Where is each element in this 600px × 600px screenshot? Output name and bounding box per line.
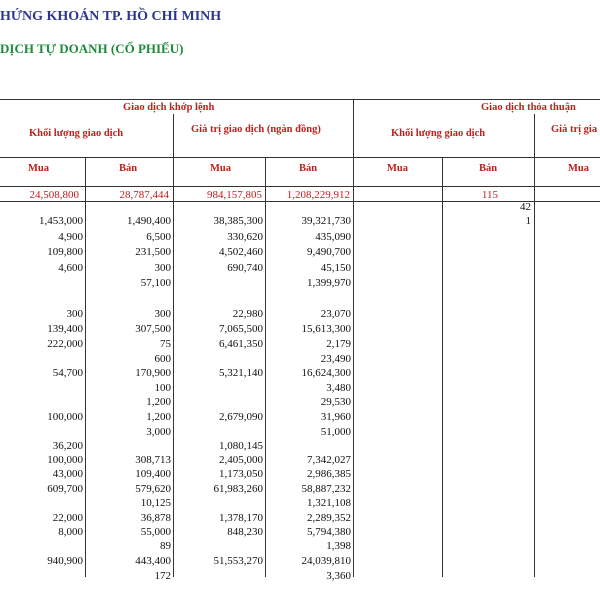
buy-volume-cell: 139,400 [47,323,83,335]
sell-volume-cell: 307,500 [135,323,171,335]
total-sell-volume: 28,787,444 [119,189,169,201]
grid-line [534,114,535,577]
grid-line [0,201,600,202]
sell-value-cell: 3,480 [326,382,351,394]
sell-value-cell: 435,090 [315,231,351,243]
sell-value-cell: 2,986,385 [307,468,351,480]
sell-volume-cell: 100 [154,382,171,394]
sell-value-cell: 23,490 [320,353,351,365]
buy-volume-cell: 300 [66,308,83,320]
report-title-exchange: HỨNG KHOÁN TP. HỒ CHÍ MINH [0,9,222,24]
matched-value-header: Giá trị giao dịch (ngàn đồng) [191,124,321,135]
buy-value-cell: 330,620 [227,231,263,243]
buy-volume-cell: 609,700 [47,483,83,495]
sell-volume-cell: 308,713 [135,454,171,466]
buy-value-cell: 38,385,300 [213,215,263,227]
sell-value-cell: 1,321,108 [307,497,351,509]
negotiated-trades-header: Giao dịch thỏa thuận [481,102,576,113]
sell-volume-cell: 579,620 [135,483,171,495]
sell-volume-cell: 57,100 [140,277,171,289]
sell-value-cell: 15,613,300 [301,323,351,335]
sell-value-cell: 24,039,810 [301,555,351,567]
grid-line [265,158,266,577]
sell-value-cell: 31,960 [320,411,351,423]
sell-value-cell: 1,398 [326,540,351,552]
buy-volume-cell: 36,200 [52,440,83,452]
buy-value-cell: 1,173,050 [219,468,263,480]
sell-volume-cell: 89 [160,540,171,552]
negotiated-sell-volume-cell: 1 [525,215,531,227]
sell-volume-cell: 36,878 [140,512,171,524]
buy-volume-cell: 43,000 [52,468,83,480]
sell-value-cell: 9,490,700 [307,246,351,258]
buy-value-cell: 2,679,090 [219,411,263,423]
grid-line [0,99,600,100]
buy-volume-cell: 222,000 [47,338,83,350]
buy-value-cell: 51,553,270 [213,555,263,567]
sell-volume-cell: 109,400 [135,468,171,480]
grid-line [442,158,443,577]
sell-volume-cell: 75 [160,338,171,350]
sell-volume-cell: 1,200 [146,411,171,423]
buy-value-cell: 1,080,145 [219,440,263,452]
grid-line [0,186,600,187]
matched-trades-header: Giao dịch khớp lệnh [123,102,215,113]
report-title-section: DỊCH TỰ DOANH (CỔ PHIẾU) [0,41,184,56]
buy-volume-cell: 940,900 [47,555,83,567]
grid-line [85,158,86,577]
buy-value-cell: 690,740 [227,262,263,274]
sell-value-cell: 7,342,027 [307,454,351,466]
buy-volume-cell: 22,000 [52,512,83,524]
sell-value-cell: 2,179 [326,338,351,350]
buy-value-cell: 6,461,350 [219,338,263,350]
col-sell-value-header: Bán [299,163,318,174]
buy-volume-cell: 4,900 [58,231,83,243]
buy-value-cell: 5,321,140 [219,367,263,379]
negotiated-sell-volume-cell: 42 [520,201,531,213]
total-buy-value: 984,157,805 [207,189,262,201]
sell-volume-cell: 3,000 [146,426,171,438]
sell-value-cell: 58,887,232 [301,483,351,495]
buy-value-cell: 22,980 [232,308,263,320]
sell-volume-cell: 55,000 [140,526,171,538]
negotiated-value-header: Giá trị gia [551,124,598,135]
buy-volume-cell: 100,000 [47,454,83,466]
sell-value-cell: 16,624,300 [301,367,351,379]
sell-volume-cell: 172 [154,570,171,582]
sell-volume-cell: 170,900 [135,367,171,379]
sell-value-cell: 45,150 [320,262,351,274]
total-sell-value: 1,208,229,912 [286,189,350,201]
sell-volume-cell: 300 [154,262,171,274]
col-buy-value-header: Mua [210,163,231,174]
buy-value-cell: 4,502,460 [219,246,263,258]
buy-volume-cell: 109,800 [47,246,83,258]
col-neg-sell-volume-header: Bán [479,163,498,174]
sell-value-cell: 51,000 [320,426,351,438]
sell-volume-cell: 1,490,400 [127,215,171,227]
sell-volume-cell: 6,500 [146,231,171,243]
sell-volume-cell: 10,125 [140,497,171,509]
buy-volume-cell: 8,000 [58,526,83,538]
grid-line [0,157,600,158]
sell-value-cell: 1,399,970 [307,277,351,289]
negotiated-volume-header: Khối lượng giao dịch [391,128,486,139]
col-neg-buy-volume-header: Mua [387,163,408,174]
sell-volume-cell: 600 [154,353,171,365]
col-sell-volume-header: Bán [119,163,138,174]
sell-value-cell: 5,794,380 [307,526,351,538]
sell-value-cell: 39,321,730 [301,215,351,227]
buy-volume-cell: 1,453,000 [39,215,83,227]
grid-line [173,114,174,577]
buy-value-cell: 848,230 [227,526,263,538]
total-negotiated-sell-volume: 115 [481,189,498,201]
buy-volume-cell: 4,600 [58,262,83,274]
sell-value-cell: 3,360 [326,570,351,582]
grid-line [353,99,354,577]
buy-volume-cell: 54,700 [52,367,83,379]
total-buy-volume: 24,508,800 [29,189,79,201]
sell-value-cell: 23,070 [320,308,351,320]
sell-volume-cell: 231,500 [135,246,171,258]
matched-volume-header: Khối lượng giao dịch [29,128,124,139]
buy-volume-cell: 100,000 [47,411,83,423]
sell-value-cell: 2,289,352 [307,512,351,524]
buy-value-cell: 7,065,500 [219,323,263,335]
sell-volume-cell: 300 [154,308,171,320]
sell-value-cell: 29,530 [320,396,351,408]
sell-volume-cell: 1,200 [146,396,171,408]
buy-value-cell: 2,405,000 [219,454,263,466]
col-buy-volume-header: Mua [28,163,49,174]
sell-volume-cell: 443,400 [135,555,171,567]
col-neg-buy-value-header: Mua [568,163,589,174]
buy-value-cell: 61,983,260 [213,483,263,495]
buy-value-cell: 1,378,170 [219,512,263,524]
